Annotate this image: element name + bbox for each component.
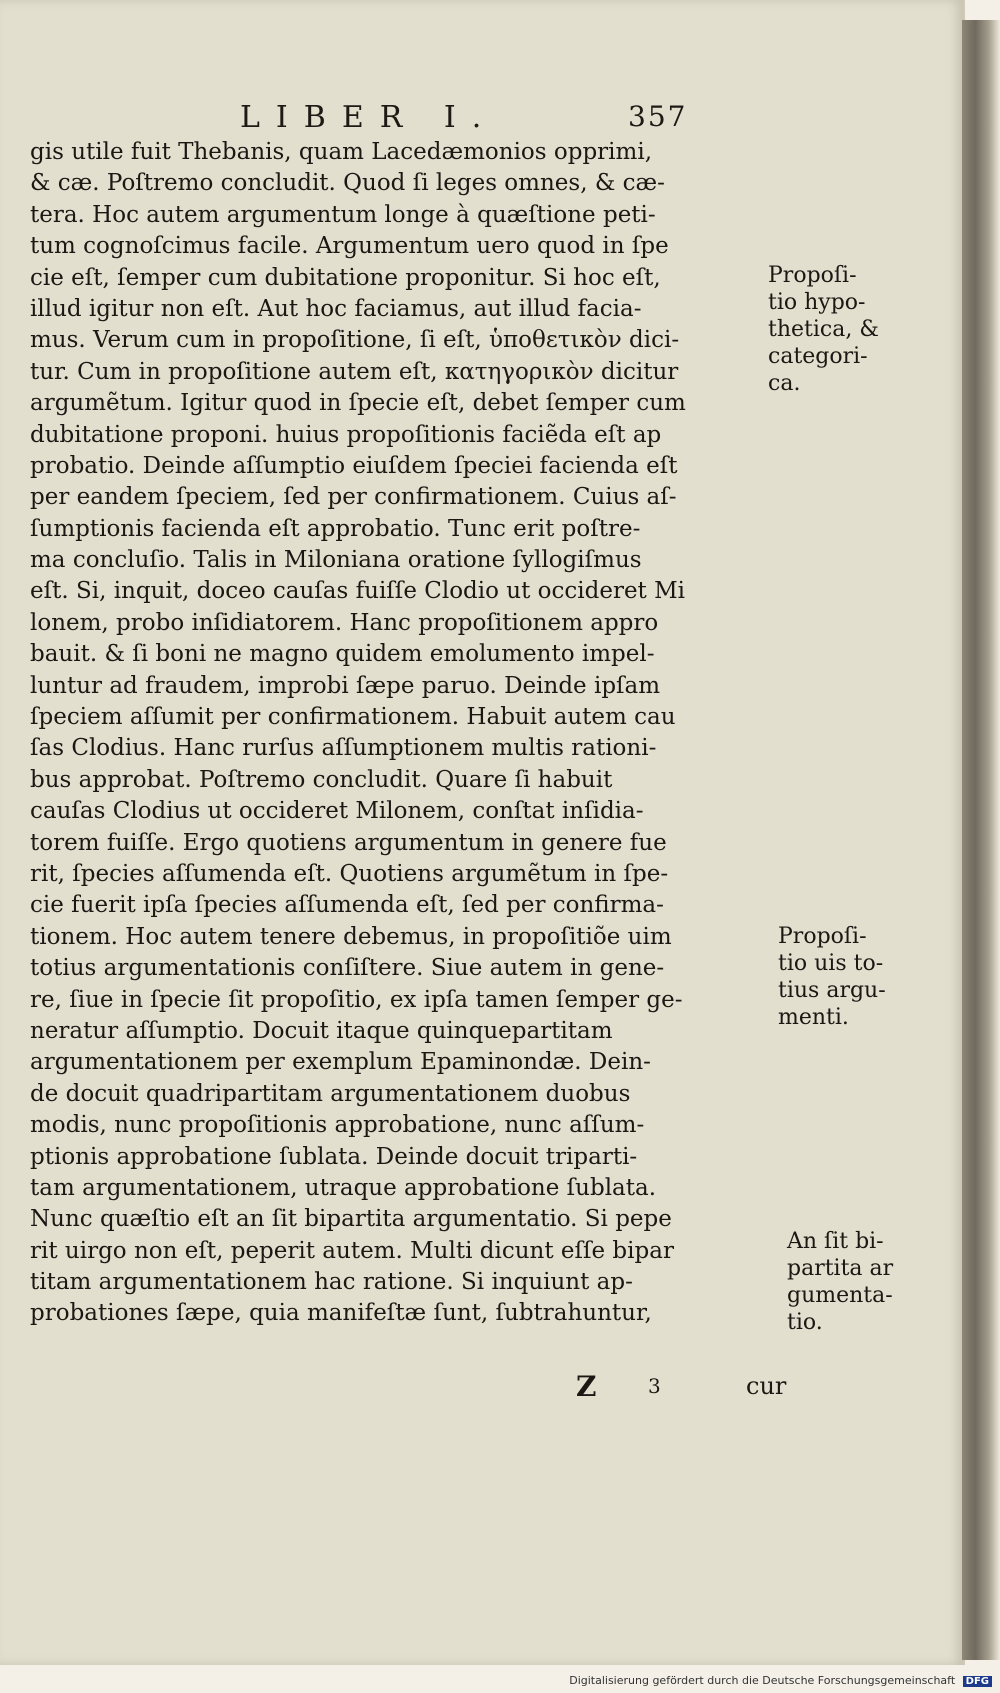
main-text-block (30, 137, 788, 1330)
margin-note-propositio-hypothetica (768, 262, 879, 397)
text-line: ptionis approbatione ſublata. Deinde docuit triparti- (30, 1143, 638, 1170)
text-line: eſt. Si, inquit, doceo cauſas fuiſſe Clodio ut occideret Mi (30, 578, 686, 605)
signature-mark: Z (576, 1370, 597, 1403)
margin-note-line: tio. (787, 1310, 823, 1335)
margin-note-line: tio hypo- (768, 290, 866, 315)
text-line: tera. Hoc autem argumentum longe à quæſtione peti- (30, 201, 656, 228)
margin-note-line: ca. (768, 371, 801, 396)
text-line: & cæ. Poſtremo concludit. Quod ſi leges omnes, & cæ- (30, 170, 665, 197)
text-line: gis utile fuit Thebanis, quam Lacedæmonios opprimi, (30, 139, 653, 165)
text-line: probationes ſæpe, quia manifeſtæ ſunt, ſubtrahuntur, (30, 1300, 652, 1327)
page-footer (0, 1370, 963, 1410)
text-line: argumentationem per exemplum Epaminondæ. Dein- (30, 1049, 651, 1076)
text-line: per eandem ſpeciem, ſed per confirmationem. Cuius aſ- (30, 484, 677, 511)
text-line: torem fuiſſe. Ergo quotiens argumentum in genere fue (30, 829, 667, 856)
page-number: 357 (628, 100, 688, 133)
margin-note-line: An ſit bi- (787, 1229, 884, 1254)
margin-note-line: menti. (778, 1005, 849, 1030)
text-line: tam argumentationem, utraque approbatione ſublata. (30, 1174, 657, 1201)
text-line: mus. Verum cum in propoſitione, ſi eſt, ὑποθετικὸν dici- (30, 327, 680, 354)
margin-note-line: Propoſi- (778, 924, 867, 949)
digitization-credit (569, 1674, 992, 1687)
text-line: cauſas Clodius ut occideret Milonem, conſtat inſidia- (30, 798, 644, 825)
text-line: ſas Clodius. Hanc rurſus aſſumptionem multis rationi- (30, 735, 657, 762)
text-line: ſumptionis facienda eſt approbatio. Tunc erit poſtre- (30, 515, 641, 542)
page-fore-edge (962, 20, 1000, 1660)
text-line: bus approbat. Poſtremo concludit. Quare ſi habuit (30, 766, 613, 793)
text-line: titam argumentationem hac ratione. Si inquiunt ap- (30, 1269, 633, 1296)
margin-note-line: tius argu- (778, 978, 886, 1003)
margin-note-line: tio uis to- (778, 951, 884, 976)
text-line: probatio. Deinde aſſumptio eiuſdem ſpeciei facienda eſt (30, 452, 678, 479)
text-line: modis, nunc propoſitionis approbatione, nunc aſſum- (30, 1112, 645, 1139)
text-line: rit, ſpecies aſſumenda eſt. Quotiens argumẽtum in ſpe- (30, 860, 669, 887)
text-line: cie fuerit ipſa ſpecies aſſumenda eſt, ſed per confirma- (30, 892, 664, 919)
margin-note-propositio-uis (778, 923, 886, 1031)
text-line: tum cognoſcimus facile. Argumentum uero quod in ſpe (30, 233, 669, 260)
margin-note-line: Propoſi- (768, 263, 857, 288)
text-line: dubitatione proponi. huius propoſitionis faciẽda eſt ap (30, 421, 662, 448)
margin-note-line: thetica, & (768, 317, 879, 342)
margin-note-line: categori- (768, 344, 868, 369)
text-line: argumẽtum. Igitur quod in ſpecie eſt, debet ſemper cum (30, 390, 686, 417)
text-line: tur. Cum in propoſitione autem eſt, κατηγορικὸν dicitur (30, 358, 679, 385)
text-line: neratur aſſumptio. Docuit itaque quinquepartitam (30, 1017, 613, 1044)
signature-number: 3 (648, 1374, 661, 1398)
text-line: cie eſt, ſemper cum dubitatione proponitur. Si hoc eſt, (30, 264, 661, 291)
text-line: ma concluſio. Talis in Miloniana oratione ſyllogiſmus (30, 547, 642, 574)
text-line: rit uirgo non eſt, peperit autem. Multi dicunt eſſe bipar (30, 1237, 674, 1264)
text-line: Nunc quæſtio eſt an ſit bipartita argumentatio. Si pepe (30, 1206, 672, 1233)
text-line: luntur ad fraudem, improbi ſæpe paruo. Deinde ipſam (30, 672, 661, 699)
running-title: LIBER I. (240, 100, 498, 135)
margin-note-line: partita ar (787, 1256, 894, 1281)
margin-note-bipartita (787, 1228, 893, 1336)
text-line: bauit. & ſi boni ne magno quidem emolumento impel- (30, 641, 655, 668)
text-line: tionem. Hoc autem tenere debemus, in propoſitiõe uim (30, 923, 672, 950)
text-line: totius argumentationis conſiſtere. Siue autem in gene- (30, 955, 665, 982)
text-line: lonem, probo inſidiatorem. Hanc propoſitionem appro (30, 609, 659, 636)
text-line: de docuit quadripartitam argumentationem duobus (30, 1080, 631, 1107)
catchword: cur (746, 1372, 787, 1400)
text-line: illud igitur non eſt. Aut hoc faciamus, aut illud facia- (30, 295, 642, 322)
margin-note-line: gumenta- (787, 1283, 893, 1308)
text-line: ſpeciem aſſumit per confirmationem. Habuit autem cau (30, 704, 676, 731)
dfg-logo: DFG (963, 1676, 992, 1687)
text-line: re, ſiue in ſpecie ſit propoſitio, ex ipſa tamen ſemper ge- (30, 986, 683, 1013)
credit-text: Digitalisierung gefördert durch die Deutsche Forschungsgemeinschaft (569, 1674, 956, 1687)
